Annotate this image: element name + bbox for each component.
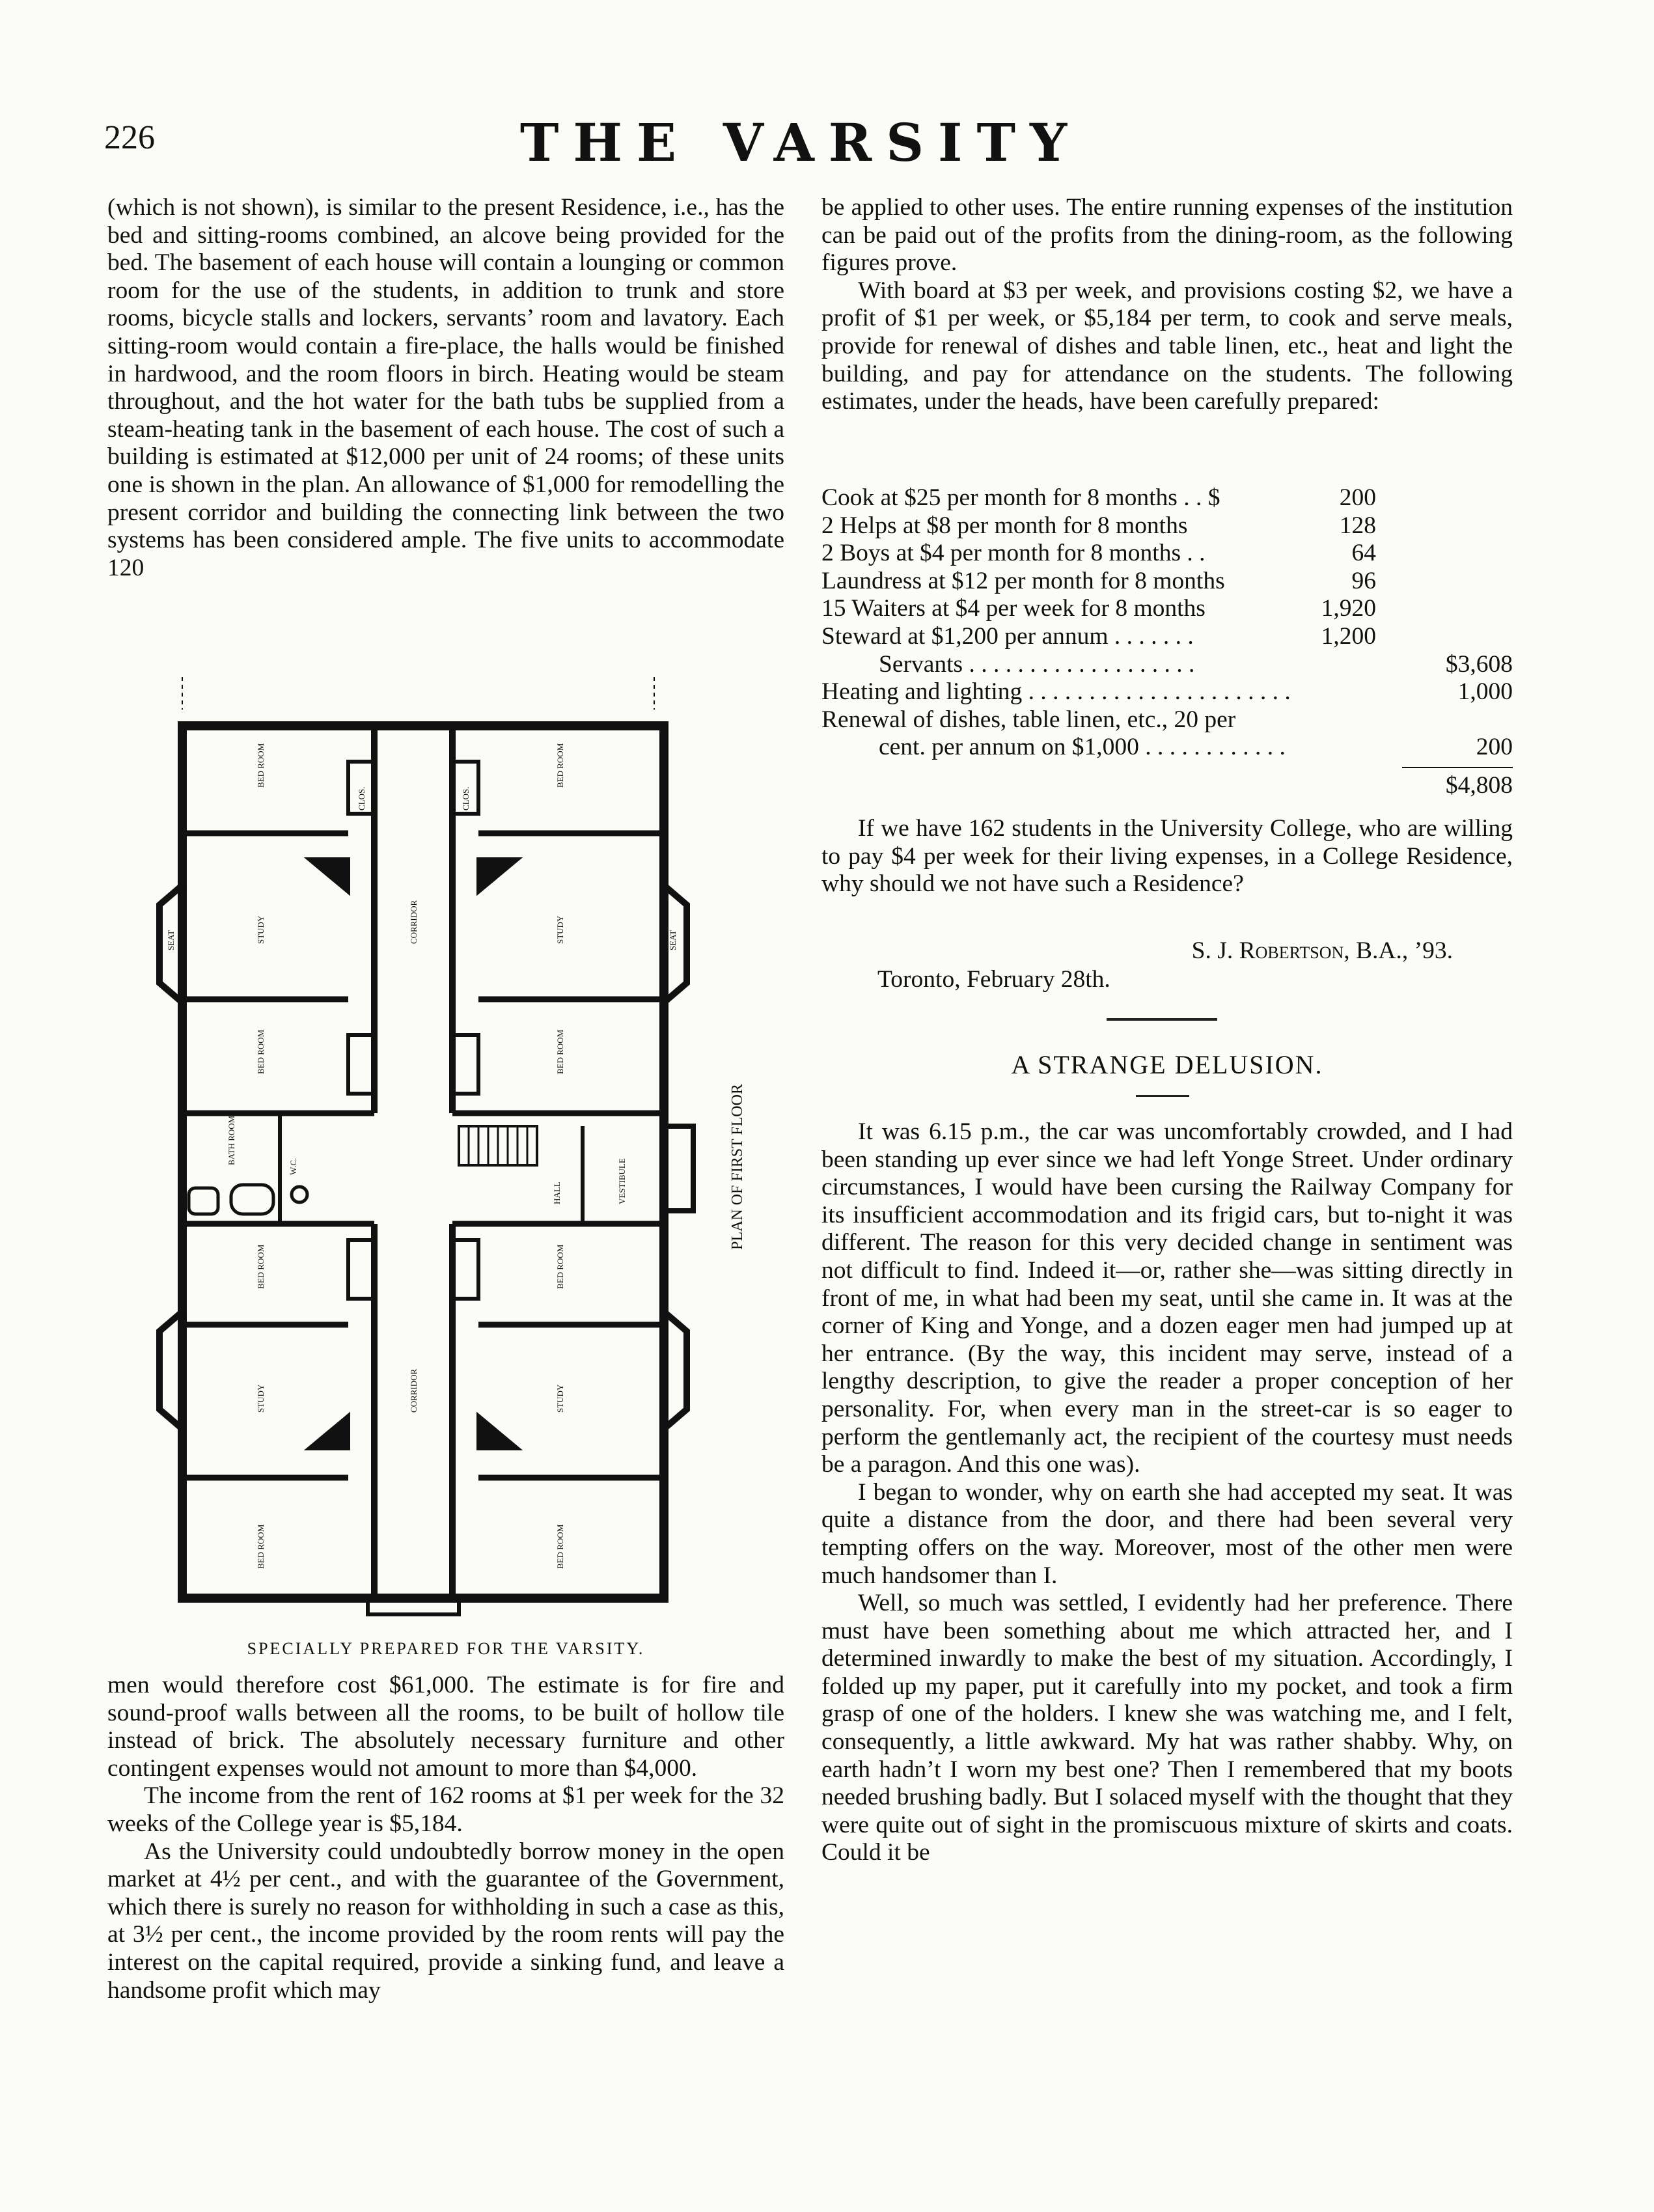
right-paragraph-2: With board at $3 per week, and provisions costing $2, we have a profit of $1 per week, or $5,184 per term, to cook and serve meals, provide for renewal of dishes and table linen, etc., heat and light the building, and pay for attendance on the students. The following estimates, under the heads, have been carefully prepared:	[821, 277, 1513, 415]
renewal-amount: 200	[1476, 734, 1513, 761]
label-seat-1: SEAT	[166, 930, 176, 950]
author-signature: S. J. Robertson, B.A., ’93.	[1191, 937, 1453, 964]
estimate-item: 15 Waiters at $4 per week for 8 months	[821, 595, 1206, 622]
label-study-1: STUDY	[256, 915, 266, 944]
estimate-amount: 128	[1339, 512, 1376, 539]
estimate-item: Cook at $25 per month for 8 months . . $	[821, 484, 1220, 511]
story-text	[821, 1118, 1513, 1867]
label-hall: HALL	[552, 1182, 562, 1204]
estimate-amount: 96	[1351, 567, 1376, 594]
renewal-row-2	[821, 734, 1513, 762]
right-paragraph-1: be applied to other uses. The entire running expenses of the institution can be paid out of the profits from the dining-room, as the following figures prove.	[821, 194, 1513, 277]
right-column-conclusion	[821, 815, 1513, 898]
estimate-row	[821, 512, 1513, 540]
label-corridor-1: CORRIDOR	[409, 900, 419, 944]
servants-row	[821, 651, 1513, 679]
left-column-bottom	[107, 1672, 784, 2004]
left-column-top	[107, 194, 784, 582]
outer-wall	[182, 726, 664, 1598]
estimate-amount: 1,920	[1321, 595, 1376, 622]
renewal-label-1: Renewal of dishes, table linen, etc., 20 per	[821, 706, 1236, 733]
label-bed-room-7: BED ROOM	[256, 1524, 266, 1569]
estimate-row	[821, 623, 1513, 651]
place-date: Toronto, February 28th.	[877, 966, 1110, 993]
heating-label: Heating and lighting . . . . . . . . . . . . . . . . . . . . . .	[821, 678, 1291, 706]
section-divider	[1107, 1018, 1217, 1021]
label-study-4: STUDY	[555, 1384, 565, 1413]
figure-caption: SPECIALLY PREPARED FOR THE VARSITY.	[247, 1639, 645, 1658]
story-paragraph-2: I began to wonder, why on earth she had accepted my seat. It was quite a distance from the door, and there had been several very tempting offers on the way. Moreover, most of the other men were much handsomer than I.	[821, 1478, 1513, 1589]
grand-total-row	[821, 772, 1513, 800]
floor-plan-figure	[133, 671, 758, 1621]
story-paragraph-3: Well, so much was settled, I evidently had her preference. There must have been something about me which attracted her, and I determined inwardly to make the best of my situation. Accordingly, I folded up my paper, put it carefully into my pocket, and took a firm grasp of one of the holders. I knew she was watching me, and I felt, consequently, a little awkward. My hat was rather shabby. Why, on earth hadn’t I worn my best one? Then I remembered that my boots needed brushing badly. But I solaced myself with the thought that they were quite out of sight in the promiscuous mixture of skirts and coats. Could it be	[821, 1590, 1513, 1866]
right-paragraph-3: If we have 162 students in the University College, who are willing to pay $4 per week for their living expenses, in a College Residence, why should we not have such a Residence?	[821, 815, 1513, 898]
estimate-amount: 200	[1339, 484, 1376, 511]
left-paragraph-3: The income from the rent of 162 rooms at $1 per week for the 32 weeks of the College year is $5,184.	[107, 1782, 784, 1837]
label-seat-2: SEAT	[668, 930, 678, 950]
estimate-row	[821, 595, 1513, 623]
label-bed-room-8: BED ROOM	[555, 1524, 565, 1569]
label-study-2: STUDY	[555, 915, 565, 944]
estimate-row	[821, 484, 1513, 512]
label-wc: W.C.	[288, 1157, 298, 1175]
left-paragraph-1: (which is not shown), is similar to the present Residence, i.e., has the bed and sitting-rooms combined, an alcove being provided for the bed. The basement of each house will contain a lounging or common room for the use of the students, in addition to trunk and store rooms, bicycle stalls and lockers, servants’ room and lavatory. Each sitting-room would contain a fire-place, the halls would be finished in hardwood, and the room floors in birch. Heating would be steam throughout, and the hot water for the bath tubs be supplied from a steam-heating tank in the basement of each house. The cost of such a building is estimated at $12,000 per unit of 24 rooms; of these units one is shown in the plan. An allowance of $1,000 for remodelling the present corridor and building the connecting link between the two systems has been considered ample. The five units to accommodate 120	[107, 194, 784, 581]
grand-total: $4,808	[1445, 771, 1513, 799]
title-underline	[1136, 1095, 1189, 1097]
label-clos-1: CLOS.	[357, 786, 366, 810]
left-paragraph-4: As the University could undoubtedly borrow money in the open market at 4½ per cent., and with the guarantee of the Government, which there is surely no reason for withholding in such a case as this, at 3½ per cent., the income provided by the room rents will pay the interest on the capital required, provide a sinking fund, and leave a handsome profit which may	[107, 1838, 784, 2004]
total-rule	[1402, 767, 1513, 768]
estimate-amount: 1,200	[1321, 622, 1376, 650]
label-study-3: STUDY	[256, 1384, 266, 1413]
story-paragraph-1: It was 6.15 p.m., the car was uncomfortably crowded, and I had been standing up ever since we had left Yonge Street. Under ordinary circumstances, I would have been cursing the Railway Company for its insufficient accommodation and its frigid cars, but to-night it was different. The reason for this very decided change in sentiment was not difficult to find. Indeed it—or, rather she—was sitting directly in front of me, in what had been my seat, until she came in. It was at the corner of King and Yonge, and a dozen eager men had jumped up at her entrance. (By the way, this incident may serve, instead of a lengthy description, to give the reader a proper conception of her personality. For, when every man in the street-car is so eager to perform the gentlemanly act, the recipient of the courtesy must needs be a paragon. And this one was).	[821, 1118, 1513, 1478]
estimate-row	[821, 568, 1513, 596]
estimate-item: Steward at $1,200 per annum . . . . . . .	[821, 622, 1194, 650]
label-bed-room-1: BED ROOM	[256, 743, 266, 788]
heating-amount: 1,000	[1457, 678, 1513, 706]
estimate-amount: 64	[1351, 540, 1376, 567]
label-bed-room-3: BED ROOM	[256, 1029, 266, 1074]
left-paragraph-2: men would therefore cost $61,000. The estimate is for fire and sound-proof walls between all the rooms, to be built of hollow tile instead of brick. The absolutely necessary furniture and other contingent expenses would not amount to more than $4,000.	[107, 1672, 784, 1782]
estimate-row	[821, 540, 1513, 568]
estimate-item: Laundress at $12 per month for 8 months	[821, 567, 1225, 594]
renewal-label-2: cent. per annum on $1,000 . . . . . . . . . . . .	[879, 734, 1286, 761]
label-bed-room-6: BED ROOM	[555, 1244, 565, 1289]
page-number: 226	[104, 119, 155, 156]
article-title: A STRANGE DELUSION.	[1011, 1050, 1323, 1079]
estimates-table	[821, 484, 1513, 800]
label-corridor-2: CORRIDOR	[409, 1368, 419, 1413]
estimate-item: 2 Boys at $4 per month for 8 months . .	[821, 540, 1206, 567]
plan-side-title: PLAN OF FIRST FLOOR	[729, 1084, 746, 1250]
total-rule-row	[821, 762, 1513, 772]
servants-total: $3,608	[1445, 650, 1513, 678]
label-vestibule: VESTIBULE	[617, 1158, 627, 1204]
label-clos-2: CLOS.	[461, 786, 471, 810]
heating-row	[821, 678, 1513, 706]
estimate-item: 2 Helps at $8 per month for 8 months	[821, 512, 1188, 539]
masthead-title: THE VARSITY	[519, 112, 1082, 173]
right-column-top	[821, 194, 1513, 416]
label-bath-room: BATH ROOM	[227, 1115, 236, 1165]
renewal-row-1	[821, 706, 1513, 734]
label-bed-room-5: BED ROOM	[256, 1244, 266, 1289]
label-bed-room-4: BED ROOM	[555, 1029, 565, 1074]
servants-label: Servants . . . . . . . . . . . . . . . . . . .	[879, 650, 1195, 678]
label-bed-room-2: BED ROOM	[555, 743, 565, 788]
